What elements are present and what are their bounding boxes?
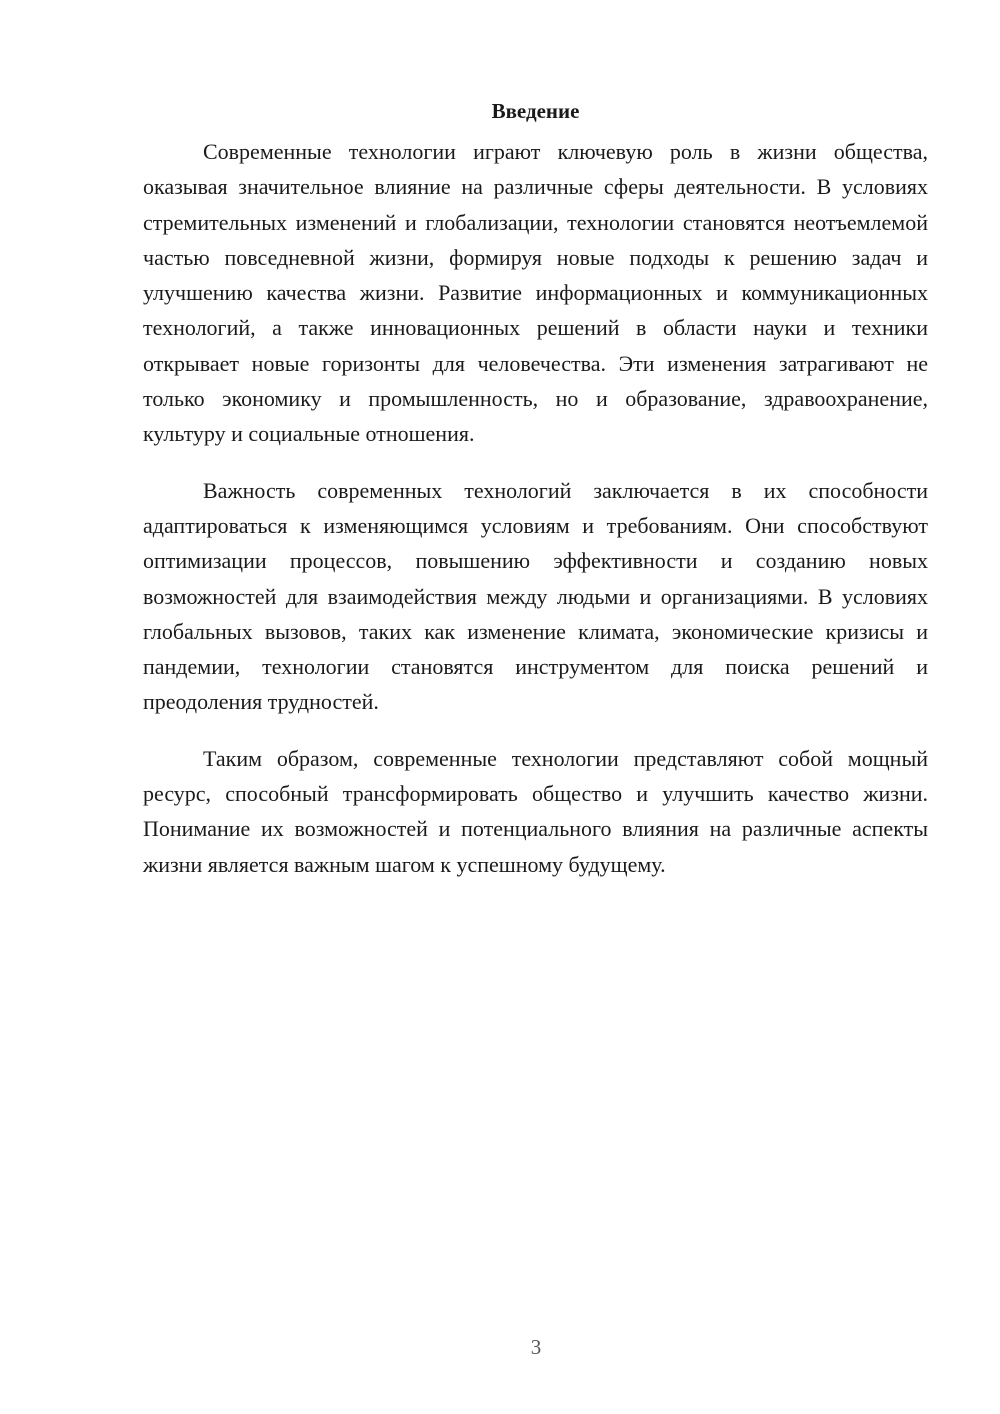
paragraph-1: Современные технологии играют ключевую роль в жизни общества, оказывая значительное влияние на различные сферы деятельности. В условиях стремительных изменений и глобализации, технологии становятся неотъемлемой частью повседневной жизни, формируя новые подходы к решению задач и улучшению качества жизни. Развитие информационных и коммуникационных технологий, а также инновационных решений в области науки и техники открывает новые горизонты для человечества. Эти изменения затрагивают не только экономику и промышленность, но и образование, здравоохранение, культуру и социальные отношения.	[143, 139, 928, 447]
section-title: Введение	[491, 99, 580, 123]
page-content	[143, 96, 928, 903]
page-number: 3	[530, 1335, 542, 1359]
paragraph-3: Таким образом, современные технологии представляют собой мощный ресурс, способный трансформировать общество и улучшить качество жизни. Понимание их возможностей и потенциального влияния на различные аспекты жизни является важным шагом к успешному будущему.	[143, 745, 928, 877]
paragraph-2: Важность современных технологий заключается в их способности адаптироваться к изменяющимся условиям и требованиям. Они способствуют оптимизации процессов, повышению эффективности и созданию новых возможностей для взаимодействия между людьми и организациями. В условиях глобальных вызовов, таких как изменение климата, экономические кризисы и пандемии, технологии становятся инструментом для поиска решений и преодоления трудностей.	[143, 477, 928, 715]
